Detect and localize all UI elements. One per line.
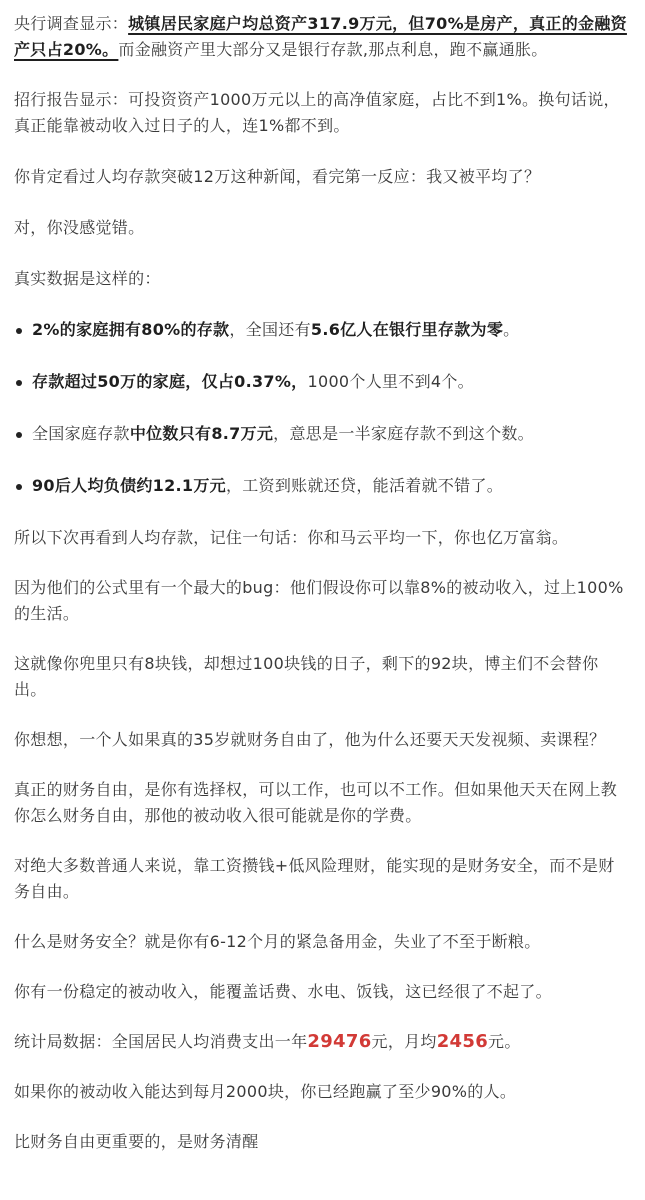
paragraph-average-jack-ma: 所以下次再看到人均存款，记住一句话：你和马云平均一下，你也亿万富翁。 <box>14 528 569 547</box>
list-item: 90后人均负债约12.1万元，工资到账就还贷，能活着就不错了。 <box>32 473 628 499</box>
paragraph-true-freedom: 真正的财务自由，是你有选择权，可以工作，也可以不工作。但如果他天天在网上教你怎么财务自由，那他的被动收入很可能就是你的学费。 <box>14 780 618 825</box>
paragraph-formula-bug: 因为他们的公式里有一个最大的bug：他们假设你可以靠8%的被动收入，过上100%的生活。 <box>14 578 624 623</box>
paragraph-statistics-bureau: 统计局数据：全国居民人均消费支出一年29476元，月均2456元。 <box>14 1031 521 1052</box>
paragraph-beat-ninety-percent: 如果你的被动收入能达到每月2000块，你已经跑赢了至少90%的人。 <box>14 1082 517 1101</box>
paragraph-cmb-report: 招行报告显示：可投资资产1000万元以上的高净值家庭，占比不到1%。换句话说，真正能靠被动收入过日子的人，连1%都不到。 <box>14 90 620 135</box>
paragraph-eight-yuan: 这就像你兜里只有8块钱，却想过100块钱的日子，剩下的92块，博主们不会替你出。 <box>14 654 599 699</box>
list-item: 存款超过50万的家庭，仅占0.37%，1000个人里不到4个。 <box>32 369 628 395</box>
annual-consumption-figure: 29476 <box>307 1031 372 1052</box>
paragraph-what-is-safety: 什么是财务安全？就是你有6-12个月的紧急备用金，失业了不至于断粮。 <box>14 932 541 951</box>
stats-list <box>14 317 628 499</box>
paragraph-average-deposit-news: 你肯定看过人均存款突破12万这种新闻，看完第一反应：我又被平均了？ <box>14 167 541 186</box>
paragraph-closing-line: 比财务自由更重要的，是财务清醒 <box>14 1132 259 1151</box>
paragraph-stable-passive-income: 你有一份稳定的被动收入，能覆盖话费、水电、饭钱，这已经很了不起了。 <box>14 982 552 1001</box>
emphasis-asset-structure: 城镇居民家庭户均总资产317.9万元，但70%是房产，真正的金融资产只占20%。 <box>14 14 627 59</box>
paragraph-you-feel-right: 对，你没感觉错。 <box>14 218 145 237</box>
paragraph-financial-safety: 对绝大多数普通人来说，靠工资攒钱+低风险理财，能实现的是财务安全，而不是财务自由。 <box>14 856 615 901</box>
list-item: 全国家庭存款中位数只有8.7万元，意思是一半家庭存款不到这个数。 <box>32 421 628 447</box>
paragraph-why-sell-courses: 你想想，一个人如果真的35岁就财务自由了，他为什么还要天天发视频、卖课程？ <box>14 730 606 749</box>
paragraph-central-bank-survey: 央行调查显示：城镇居民家庭户均总资产317.9万元，但70%是房产，真正的金融资产只占20%。而金融资产里大部分又是银行存款,那点利息，跑不赢通胀。 <box>14 14 627 59</box>
list-item: 2%的家庭拥有80%的存款，全国还有5.6亿人在银行里存款为零。 <box>32 317 628 343</box>
monthly-consumption-figure: 2456 <box>436 1031 489 1052</box>
paragraph-real-data-intro: 真实数据是这样的： <box>14 269 161 288</box>
